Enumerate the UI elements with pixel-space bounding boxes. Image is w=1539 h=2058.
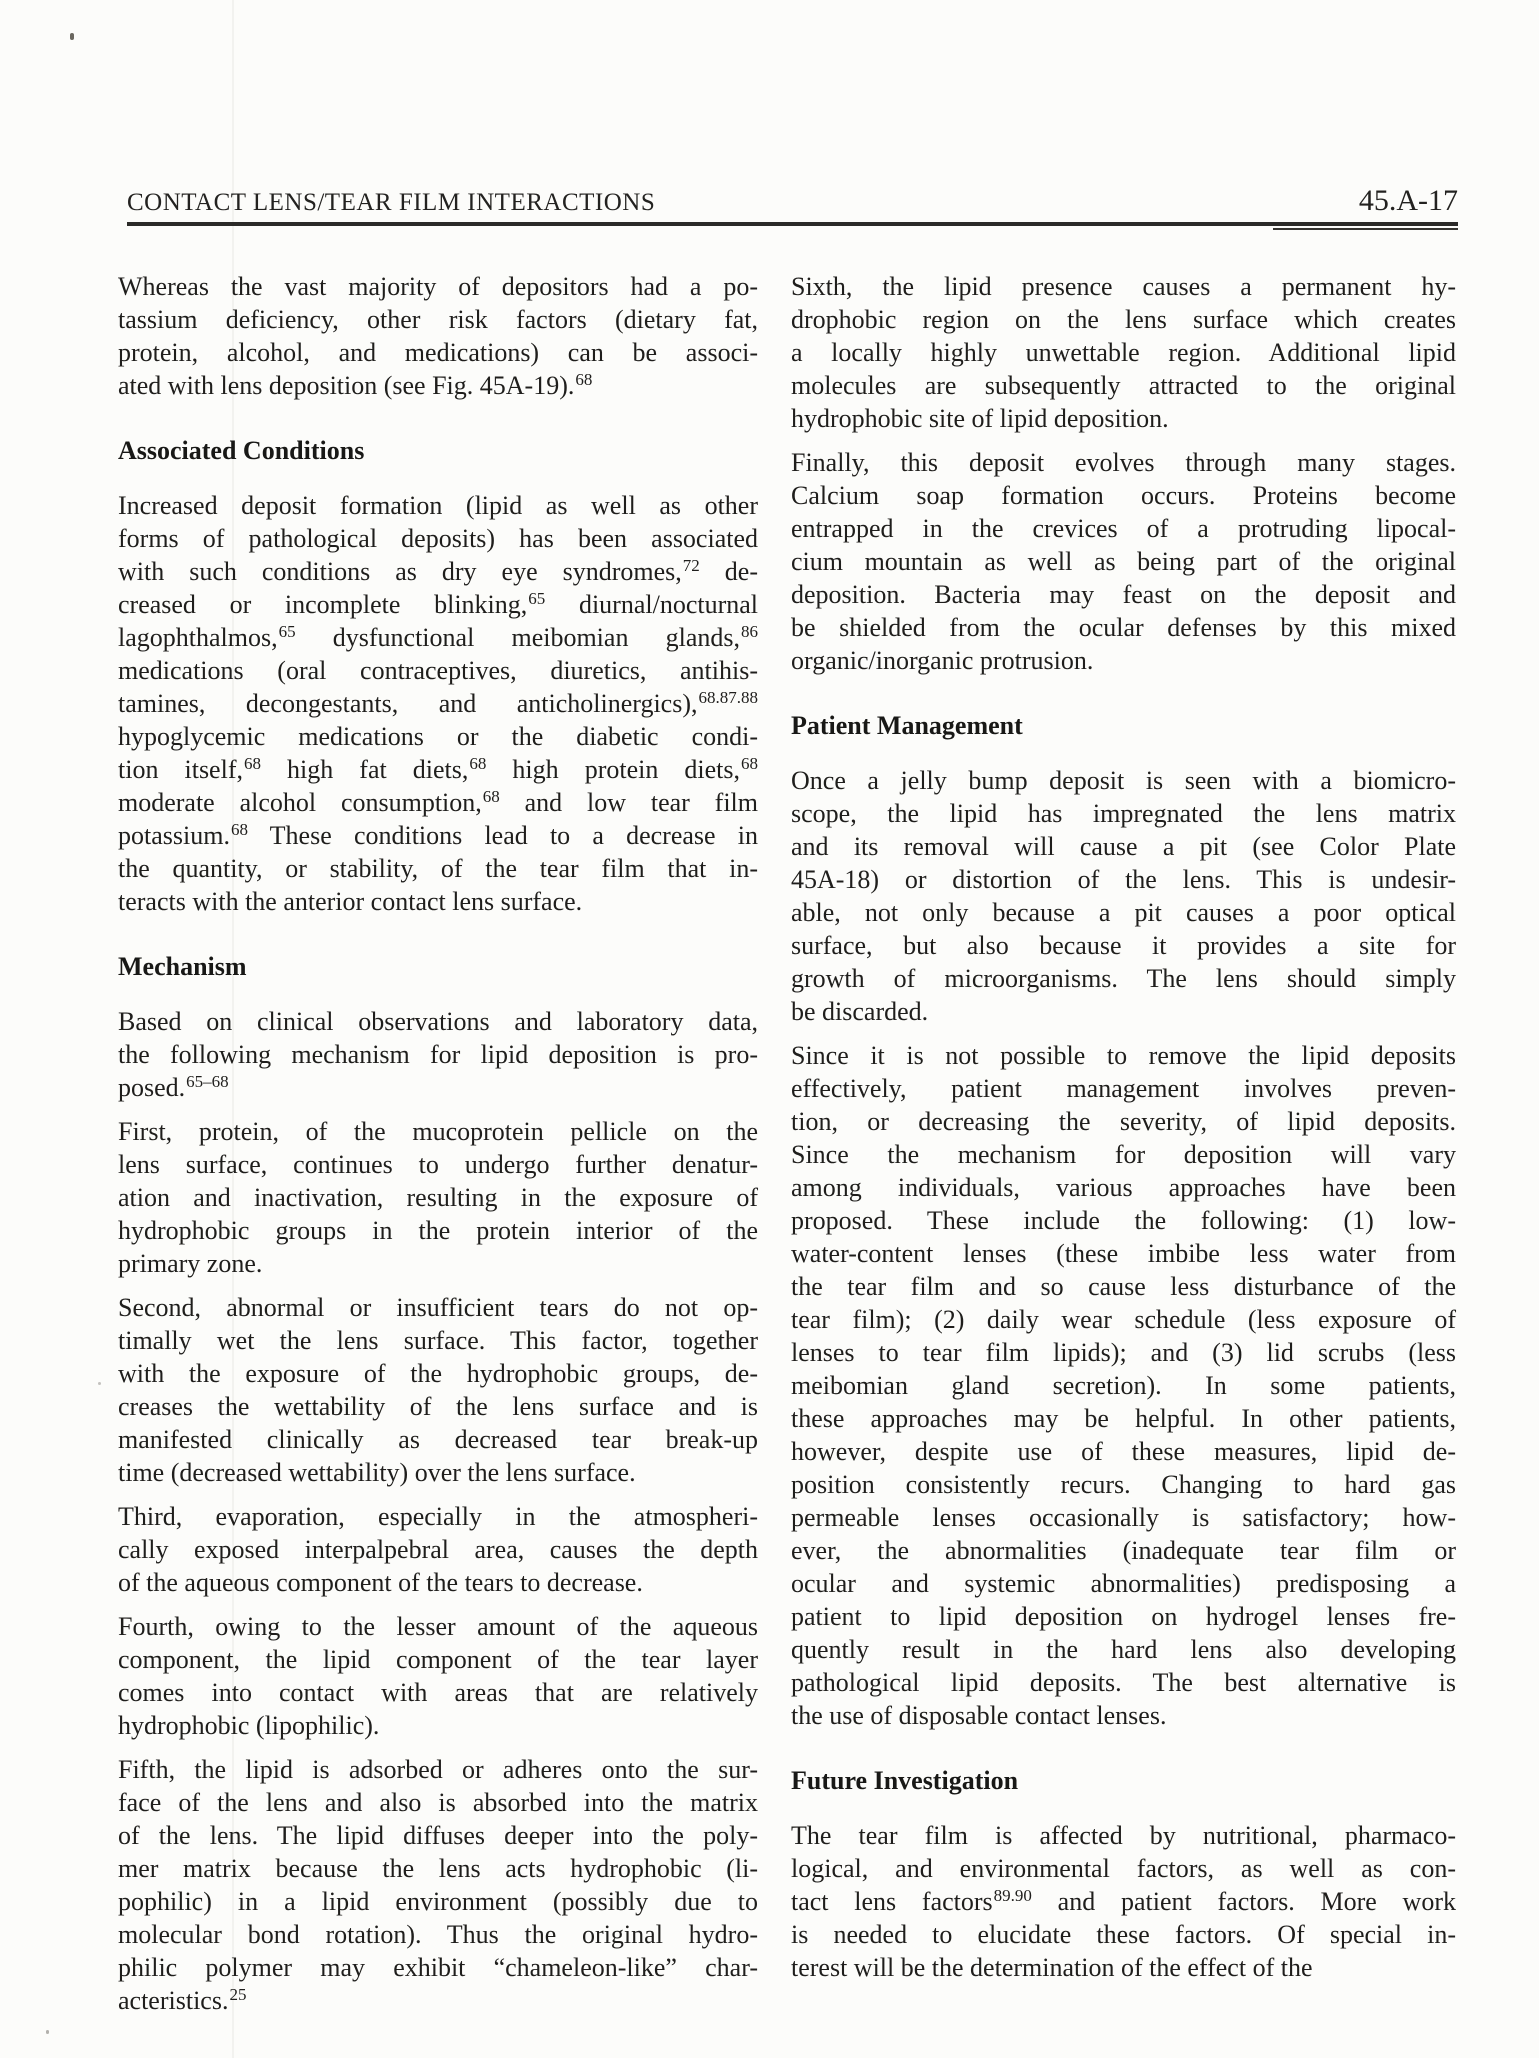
paragraph — [118, 1291, 758, 1489]
text-line: Calcium soap formation occurs. Proteins become — [791, 481, 1456, 510]
text-line: Finally, this deposit evolves through many stages. — [791, 448, 1456, 477]
section-heading: Future Investigation — [791, 1766, 1019, 1795]
text-line: molecular bond rotation). Thus the original hydro- — [118, 1920, 758, 1949]
text-line: hydrophobic groups in the protein interior of the — [118, 1216, 758, 1245]
text-line: meibomian gland secretion). In some patients, — [791, 1371, 1456, 1400]
text-line: terest will be the determination of the effect of the — [791, 1953, 1313, 1982]
text-line: these approaches may be helpful. In other patients, — [791, 1404, 1456, 1433]
running-title: CONTACT LENS/TEAR FILM INTERACTIONS — [127, 189, 656, 216]
text-line: tassium deficiency, other risk factors (dietary fat, — [118, 305, 758, 334]
text-line: moderate alcohol consumption,$^{68}$ and low tear film — [118, 787, 758, 817]
text-line: the tear film and so cause less disturbance of the — [791, 1272, 1456, 1301]
text-line: Whereas the vast majority of depositors had a po- — [118, 272, 758, 301]
text-line: with the exposure of the hydrophobic groups, de- — [118, 1359, 758, 1388]
superscript-reference: 68 — [469, 754, 487, 773]
text-line: position consistently recurs. Changing to hard gas — [791, 1470, 1456, 1499]
paragraph — [118, 1005, 758, 1104]
paragraph — [118, 270, 758, 402]
text-line: hydrophobic (lipophilic). — [118, 1711, 380, 1740]
text-line: 45A-18) or distortion of the lens. This is undesir- — [791, 865, 1456, 894]
superscript-reference: 72 — [682, 556, 700, 575]
text-line: hypoglycemic medications or the diabetic condi- — [118, 722, 758, 751]
text-line: surface, but also because it provides a site for — [791, 931, 1456, 960]
paragraph — [791, 446, 1456, 677]
text-line: scope, the lipid has impregnated the lens matrix — [791, 799, 1456, 828]
text-line: face of the lens and also is absorbed into the matrix — [118, 1788, 758, 1817]
text-line: tion itself,$^{68}$ high fat diets,$^{68}$ high protein diets,$^{68}$ — [118, 754, 758, 784]
text-line: with such conditions as dry eye syndromes,$^{72}$ de- — [118, 556, 758, 586]
paragraph — [791, 764, 1456, 1028]
text-line: Based on clinical observations and laboratory data, — [118, 1007, 758, 1036]
text-line: teracts with the anterior contact lens surface. — [118, 887, 583, 916]
text-line: patient to lipid deposition on hydrogel lenses fre- — [791, 1602, 1456, 1631]
text-line: creased or incomplete blinking,$^{65}$ diurnal/nocturnal — [118, 589, 758, 619]
text-line: potassium.$^{68}$ These conditions lead to a decrease in — [118, 820, 758, 850]
text-line: philic polymer may exhibit “chameleon-like” char- — [118, 1953, 758, 1982]
text-line: logical, and environmental factors, as well as con- — [791, 1854, 1456, 1883]
text-line: however, despite use of these measures, lipid de- — [791, 1437, 1456, 1466]
superscript-reference: 89.90 — [993, 1886, 1032, 1905]
text-line: be discarded. — [791, 997, 929, 1026]
text-line: creases the wettability of the lens surface and is — [118, 1392, 758, 1421]
text-line: Fourth, owing to the lesser amount of the aqueous — [118, 1612, 758, 1641]
text-line: deposition. Bacteria may feast on the deposit and — [791, 580, 1456, 609]
text-line: ocular and systemic abnormalities) predisposing a — [791, 1569, 1456, 1598]
text-column-right — [791, 270, 1456, 1995]
text-line: water-content lenses (these imbibe less water from — [791, 1239, 1456, 1268]
superscript-reference: 25 — [229, 1985, 247, 2004]
text-line: protein, alcohol, and medications) can be associ- — [118, 338, 758, 367]
text-line: Third, evaporation, especially in the atmospheri- — [118, 1502, 758, 1531]
paragraph — [791, 1819, 1456, 1984]
text-line: Since it is not possible to remove the lipid deposits — [791, 1041, 1456, 1070]
text-line: mer matrix because the lens acts hydrophobic (li- — [118, 1854, 758, 1883]
text-line: the quantity, or stability, of the tear film that in- — [118, 854, 758, 883]
text-line: molecules are subsequently attracted to the original — [791, 371, 1456, 400]
text-line: a locally highly unwettable region. Additional lipid — [791, 338, 1456, 367]
text-line: drophobic region on the lens surface which creates — [791, 305, 1456, 334]
scan-speck — [46, 2030, 49, 2034]
superscript-reference: 68 — [740, 754, 758, 773]
paragraph — [118, 1115, 758, 1280]
paragraph — [118, 489, 758, 918]
text-line: timally wet the lens surface. This factor, together — [118, 1326, 758, 1355]
text-line: The tear film is affected by nutritional, pharmaco- — [791, 1821, 1456, 1850]
text-line: pophilic) in a lipid environment (possibly due to — [118, 1887, 758, 1916]
superscript-reference: 65–68 — [186, 1072, 229, 1091]
text-line: acteristics.$^{25}$ — [118, 1985, 247, 2015]
paragraph — [118, 1500, 758, 1599]
section-heading: Mechanism — [118, 952, 247, 981]
text-line: of the aqueous component of the tears to decrease. — [118, 1568, 643, 1597]
text-line: Sixth, the lipid presence causes a permanent hy- — [791, 272, 1456, 301]
text-line: the following mechanism for lipid deposition is pro- — [118, 1040, 758, 1069]
superscript-reference: 68.87.88 — [698, 688, 758, 707]
text-line: Increased deposit formation (lipid as well as other — [118, 491, 758, 520]
text-line: of the lens. The lipid diffuses deeper into the poly- — [118, 1821, 758, 1850]
superscript-reference: 68 — [575, 370, 593, 389]
page-number: 45.A-17 — [1358, 184, 1458, 217]
scan-speck — [70, 33, 74, 40]
text-line: Since the mechanism for deposition will vary — [791, 1140, 1456, 1169]
text-line: comes into contact with areas that are relatively — [118, 1678, 758, 1707]
text-line: hydrophobic site of lipid deposition. — [791, 404, 1169, 433]
text-line: lenses to tear film lipids); and (3) lid scrubs (less — [791, 1338, 1456, 1367]
superscript-reference: 68 — [482, 787, 500, 806]
text-line: lagophthalmos,$^{65}$ dysfunctional meibomian glands,$^{86}$ — [118, 622, 758, 652]
text-line: cally exposed interpalpebral area, causes the depth — [118, 1535, 758, 1564]
text-line: proposed. These include the following: (1) low- — [791, 1206, 1456, 1235]
text-line: Fifth, the lipid is adsorbed or adheres onto the sur- — [118, 1755, 758, 1784]
text-line: lens surface, continues to undergo further denatur- — [118, 1150, 758, 1179]
text-line: tamines, decongestants, and anticholinergics),$^{68.87.88}$ — [118, 688, 758, 718]
text-line: tion, or decreasing the severity, of lipid deposits. — [791, 1107, 1456, 1136]
text-line: entrapped in the crevices of a protruding lipocal- — [791, 514, 1456, 543]
text-line: cium mountain as well as being part of the original — [791, 547, 1456, 576]
paragraph — [118, 1753, 758, 2017]
text-line: the use of disposable contact lenses. — [791, 1701, 1167, 1730]
header-rule-echo — [1273, 228, 1458, 230]
text-line: organic/inorganic protrusion. — [791, 646, 1094, 675]
text-line: is needed to elucidate these factors. Of special in- — [791, 1920, 1456, 1949]
text-line: able, not only because a pit causes a poor optical — [791, 898, 1456, 927]
superscript-reference: 65 — [278, 622, 296, 641]
text-line: manifested clinically as decreased tear break-up — [118, 1425, 758, 1454]
text-line: ever, the abnormalities (inadequate tear film or — [791, 1536, 1456, 1565]
text-line: forms of pathological deposits) has been associated — [118, 524, 758, 553]
text-column-left — [118, 270, 758, 2028]
text-line: among individuals, various approaches have been — [791, 1173, 1456, 1202]
text-line: primary zone. — [118, 1249, 263, 1278]
superscript-reference: 86 — [741, 622, 758, 641]
section-heading: Associated Conditions — [118, 436, 365, 465]
paragraph — [791, 1039, 1456, 1732]
text-line: ated with lens deposition (see Fig. 45A-19).$^{68}$ — [118, 370, 593, 400]
section-heading: Patient Management — [791, 711, 1023, 740]
text-line: quently result in the hard lens also developing — [791, 1635, 1456, 1664]
superscript-reference: 68 — [243, 754, 261, 773]
text-line: First, protein, of the mucoprotein pellicle on the — [118, 1117, 758, 1146]
text-line: posed.$^{65-68}$ — [118, 1072, 229, 1102]
text-line: component, the lipid component of the tear layer — [118, 1645, 758, 1674]
paragraph — [791, 270, 1456, 435]
superscript-reference: 65 — [528, 589, 546, 608]
text-line: effectively, patient management involves preven- — [791, 1074, 1456, 1103]
scan-speck — [98, 1382, 101, 1385]
text-line: medications (oral contraceptives, diuretics, antihis- — [118, 656, 758, 685]
text-line: Once a jelly bump deposit is seen with a biomicro- — [791, 766, 1456, 795]
text-line: be shielded from the ocular defenses by this mixed — [791, 613, 1456, 642]
text-line: Second, abnormal or insufficient tears do not op- — [118, 1293, 758, 1322]
text-line: growth of microorganisms. The lens should simply — [791, 964, 1456, 993]
page-header — [127, 186, 1458, 226]
text-line: and its removal will cause a pit (see Color Plate — [791, 832, 1456, 861]
paragraph — [118, 1610, 758, 1742]
text-line: tact lens factors$^{89.90}$ and patient factors. More work — [791, 1886, 1456, 1916]
text-line: tear film); (2) daily wear schedule (less exposure of — [791, 1305, 1456, 1334]
text-line: pathological lipid deposits. The best alternative is — [791, 1668, 1456, 1697]
text-line: time (decreased wettability) over the lens surface. — [118, 1458, 636, 1487]
text-line: ation and inactivation, resulting in the exposure of — [118, 1183, 758, 1212]
text-line: permeable lenses occasionally is satisfactory; how- — [791, 1503, 1456, 1532]
superscript-reference: 68 — [230, 820, 248, 839]
